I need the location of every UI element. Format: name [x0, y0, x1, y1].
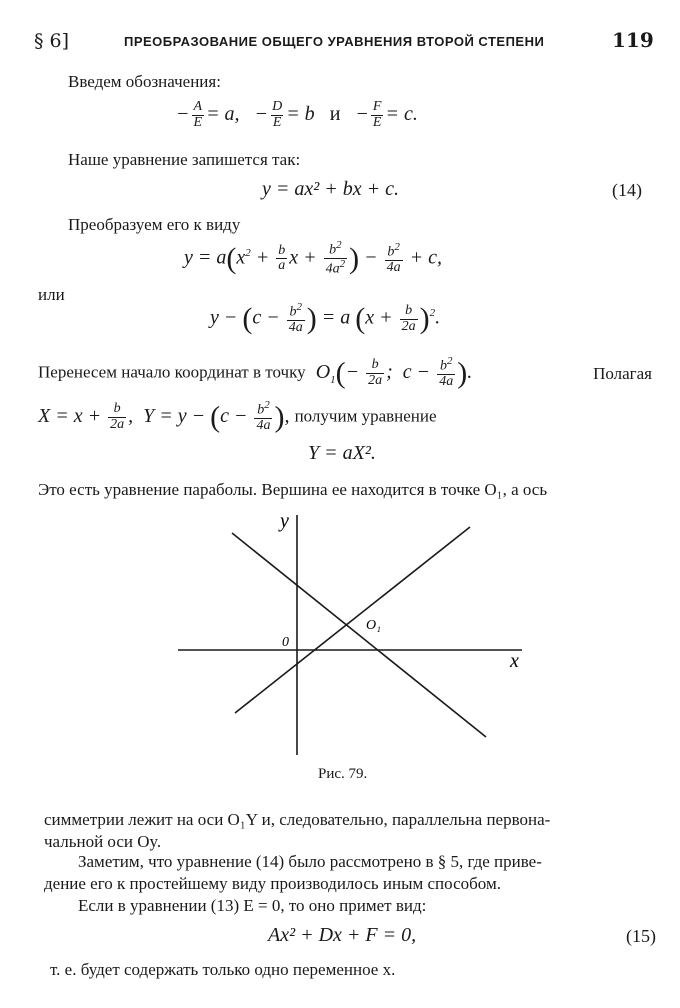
intro-text: Введем обозначения:: [68, 72, 221, 91]
running-title: ПРЕОБРАЗОВАНИЕ ОБЩЕГО УРАВНЕНИЯ ВТОРОЙ СТЕПЕНИ: [124, 34, 545, 49]
vertex-form-equation: y − (c − $\frac{b^2}{4a}$ ) = a (x + $\frac{b}{2a}$ )$^2$.: [210, 301, 441, 336]
equation-15-number: (15): [626, 926, 656, 946]
shift-origin-text: Перенесем начало координат в точку: [38, 362, 306, 382]
completed-square-equation: $y = a(x^2$ + $\frac{b}{a}$ x + $\frac{b^2}{4a^2}$ ) − $\frac{b^2}{4a}$ + c,: [184, 239, 443, 277]
section-marker: § 6]: [34, 30, 70, 52]
equation-14: y = ax² + bx + c.: [262, 178, 399, 200]
case-line: Если в уравнении (13) E = 0, то оно примет вид:: [78, 896, 427, 915]
origin-label: 0: [282, 635, 289, 650]
or-text: или: [38, 285, 65, 304]
transform-text: Преобразуем его к виду: [68, 215, 241, 234]
substitution-line: X = x + $\frac{b}{2a}$ , Y = y − (c − $\frac{b^2}{4a}$ ), получим уравнение: [38, 399, 437, 434]
parabola-text: Это есть уравнение параболы. Вершина ее находится в точке O₁, а ось: [38, 480, 548, 499]
x-axis-label: x: [510, 650, 519, 672]
line-descending: [232, 533, 486, 737]
figure-caption: Рис. 79.: [318, 766, 368, 782]
and-word: и: [329, 102, 341, 125]
definitions-equation: − $\frac{A}{E}$ = a, − $\frac{D}{E}$ = b и − $\frac{F}{E}$ = c.: [176, 99, 418, 130]
page-number: 119: [612, 28, 654, 52]
symmetry-line-2: чальной оси Oy.: [44, 832, 162, 851]
point-o1-label: O₁: [366, 618, 381, 633]
remark-line-1: Заметим, что уравнение (14) было рассмотрено в § 5, где приве-: [78, 852, 542, 871]
rewrite-text: Наше уравнение запишется так:: [68, 150, 301, 169]
figure-79: [170, 505, 540, 760]
setting-text: Полагая: [593, 364, 652, 383]
remark-line-2: дение его к простейшему виду производилось иным способом.: [44, 874, 501, 893]
line-ascending: [235, 527, 470, 713]
final-line: т. е. будет содержать только одно переменное x.: [50, 960, 396, 979]
equation-14-number: (14): [612, 180, 642, 200]
obtain-text: получим уравнение: [294, 406, 437, 426]
equation-15: Ax² + Dx + F = 0,: [268, 924, 417, 946]
y-axis-label: y: [280, 510, 289, 532]
final-form-equation: Y = aX².: [308, 442, 376, 464]
shift-origin-line: Перенесем начало координат в точку $O_1(-$ $\frac{b}{2a}$ ; c − $\frac{b^2}{4a}$ ). Полагая: [38, 355, 652, 390]
symmetry-line-1: симметрии лежит на оси O₁Y и, следовательно, параллельна первона-: [44, 810, 551, 829]
